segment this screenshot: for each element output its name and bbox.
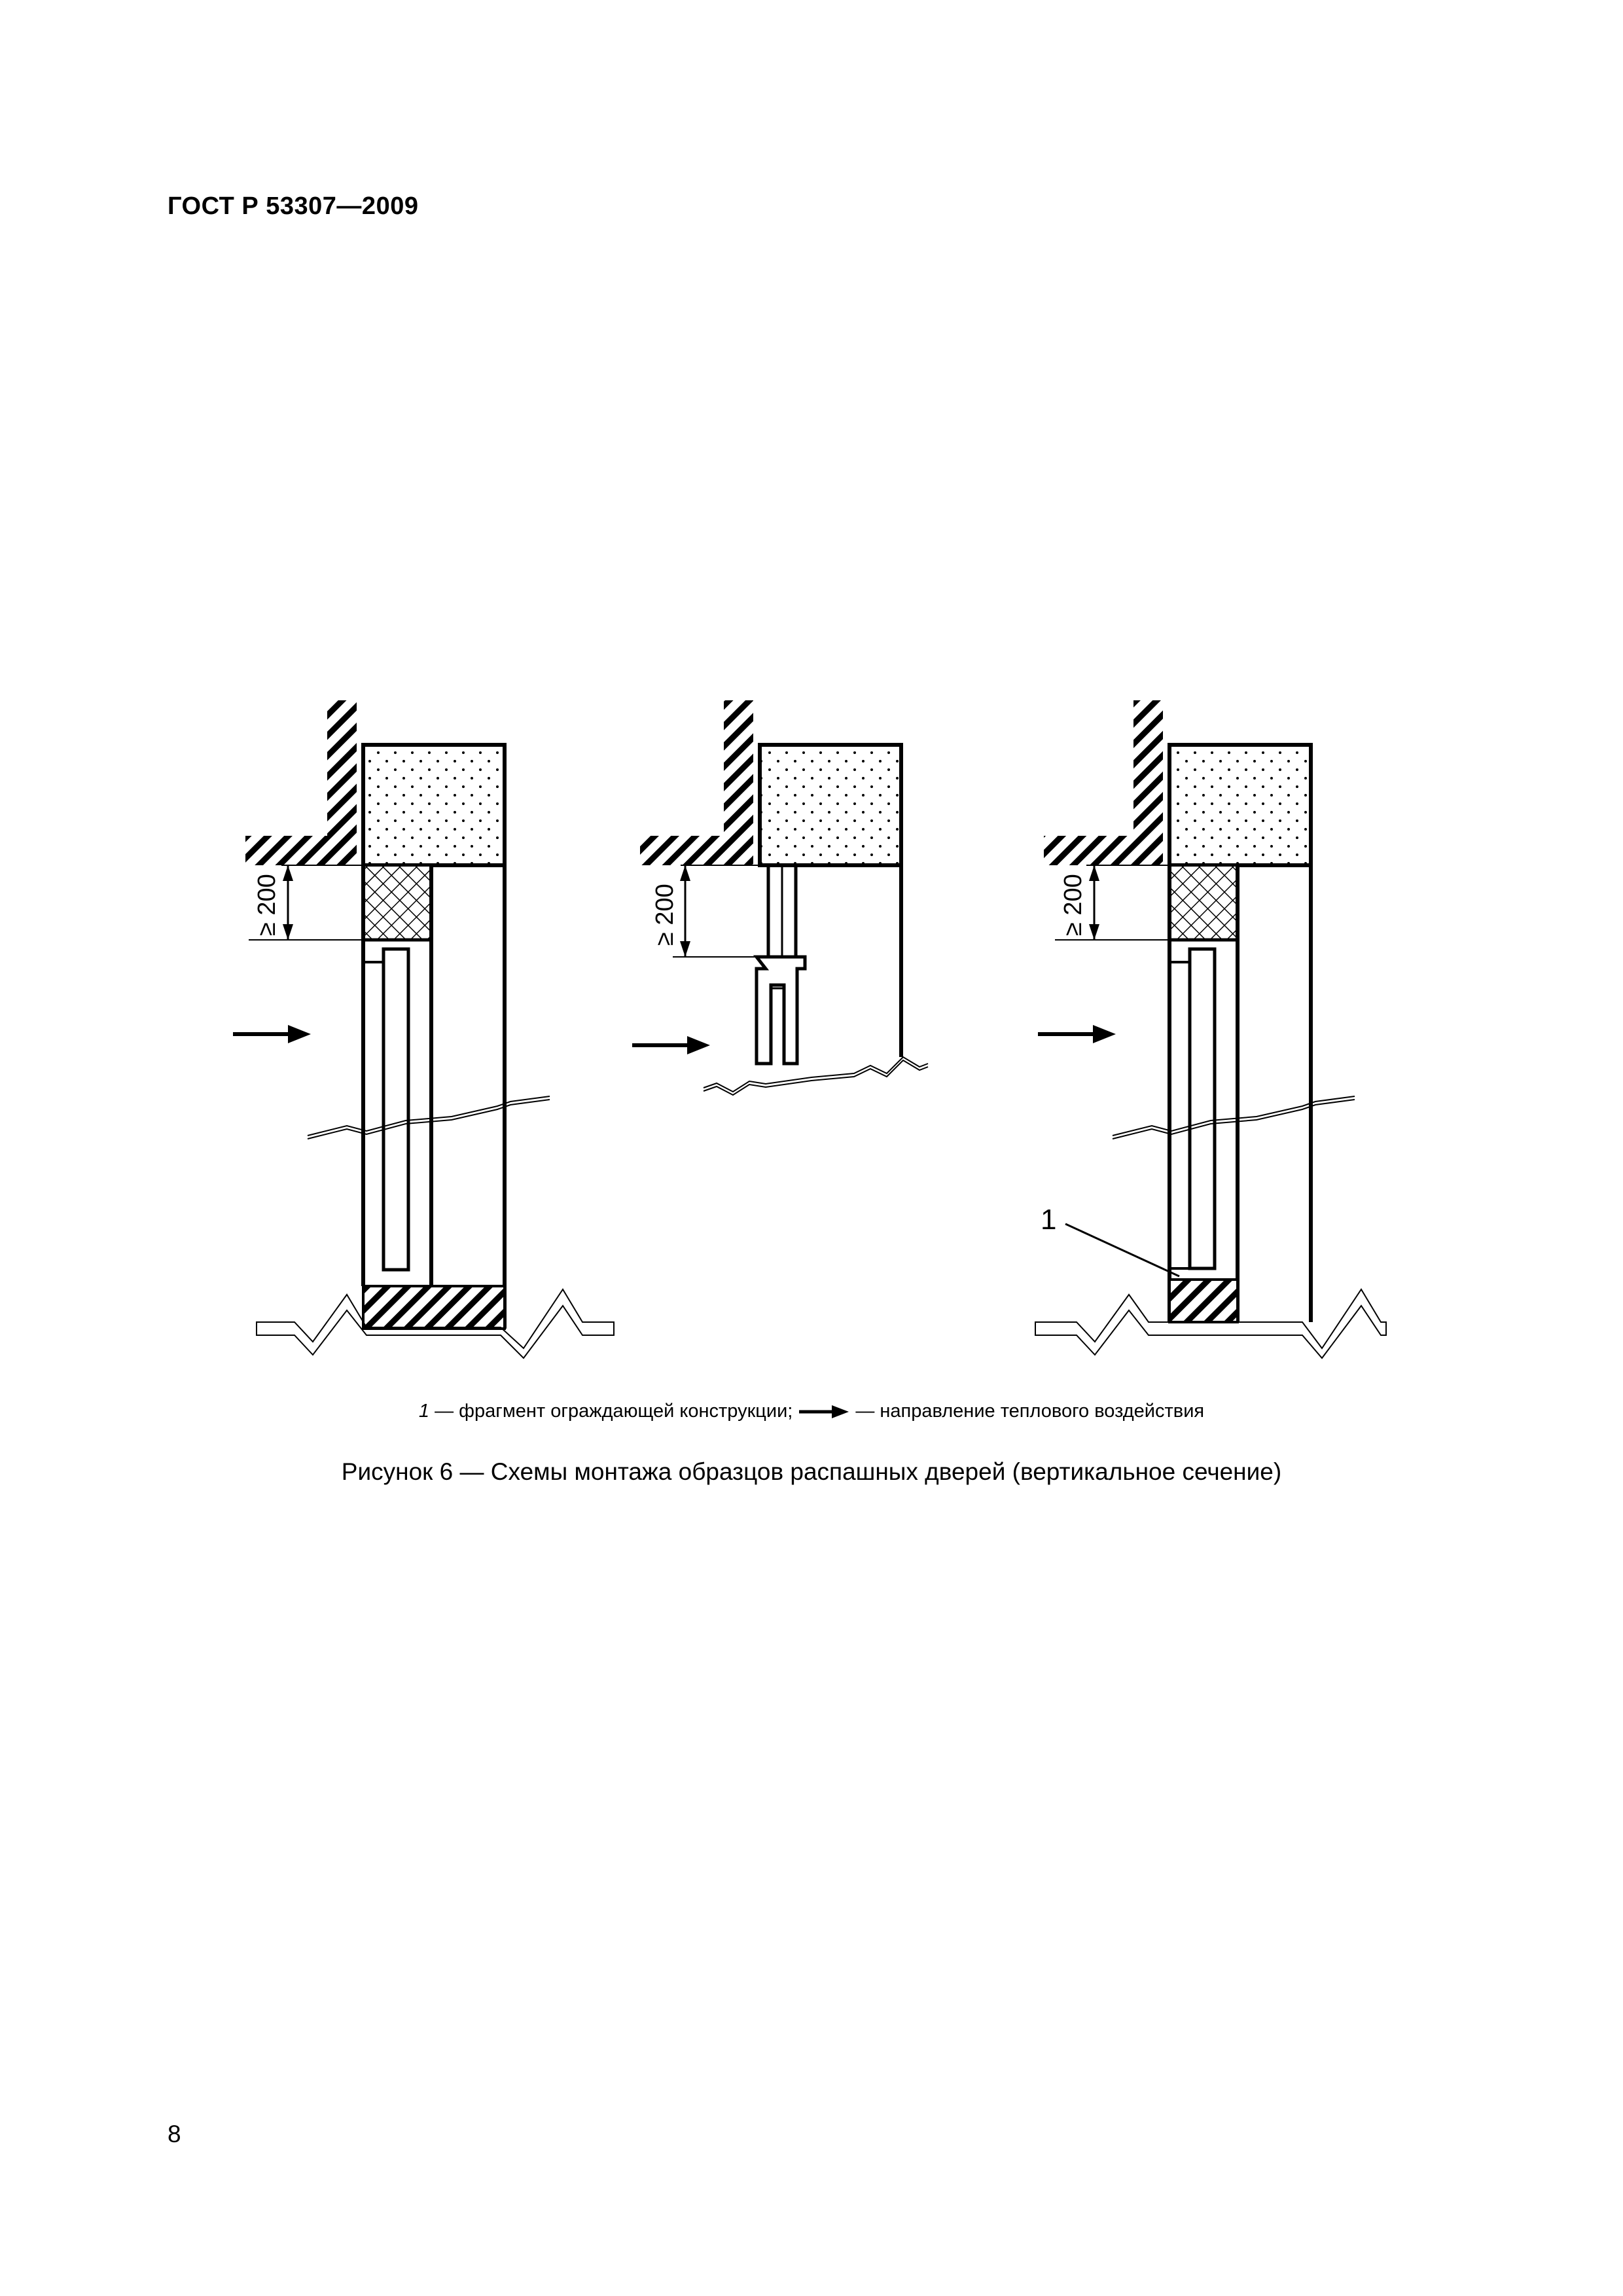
figure-legend bbox=[0, 1401, 1623, 1422]
callout-label: 1 bbox=[1041, 1204, 1057, 1236]
callout-leader bbox=[1065, 1224, 1179, 1276]
document-header: ГОСТ Р 53307—2009 bbox=[168, 192, 419, 220]
dimension-label-middle: ≥ 200 bbox=[651, 884, 679, 946]
insulation-block bbox=[760, 745, 901, 865]
heat-arrow-icon bbox=[288, 1025, 311, 1043]
legend-arrow-text: — направление теплового воздействия bbox=[855, 1401, 1205, 1422]
door-leaf bbox=[383, 949, 408, 1270]
enclosure-fragment bbox=[1169, 1280, 1238, 1322]
insulation-block bbox=[1169, 745, 1311, 865]
legend-item-number: 1 bbox=[418, 1401, 430, 1422]
upper-seal bbox=[363, 865, 431, 940]
dimension-label-right: ≥ 200 bbox=[1060, 874, 1087, 936]
figure-caption: Рисунок 6 — Схемы монтажа образцов распашных дверей (вертикальное сечение) bbox=[341, 1458, 1282, 1485]
scheme-middle bbox=[632, 700, 928, 1095]
legend-arrow-icon bbox=[798, 1404, 850, 1420]
threshold bbox=[363, 1286, 505, 1329]
break-line bbox=[704, 1057, 928, 1092]
scheme-right bbox=[1035, 700, 1386, 1358]
insulation-block bbox=[363, 745, 505, 865]
wall-section bbox=[640, 700, 753, 865]
legend-item-text: — фрагмент ограждающей конструкции; bbox=[429, 1401, 793, 1422]
heat-arrow-icon bbox=[1093, 1025, 1116, 1043]
scheme-left bbox=[233, 700, 614, 1358]
door-leaf bbox=[1190, 949, 1215, 1268]
heat-arrow-icon bbox=[687, 1036, 710, 1054]
upper-seal bbox=[1169, 865, 1238, 940]
wall-section bbox=[1044, 700, 1163, 865]
page-number: 8 bbox=[168, 2121, 181, 2147]
dimension-label-left: ≥ 200 bbox=[253, 874, 281, 936]
wall-section bbox=[245, 700, 357, 865]
